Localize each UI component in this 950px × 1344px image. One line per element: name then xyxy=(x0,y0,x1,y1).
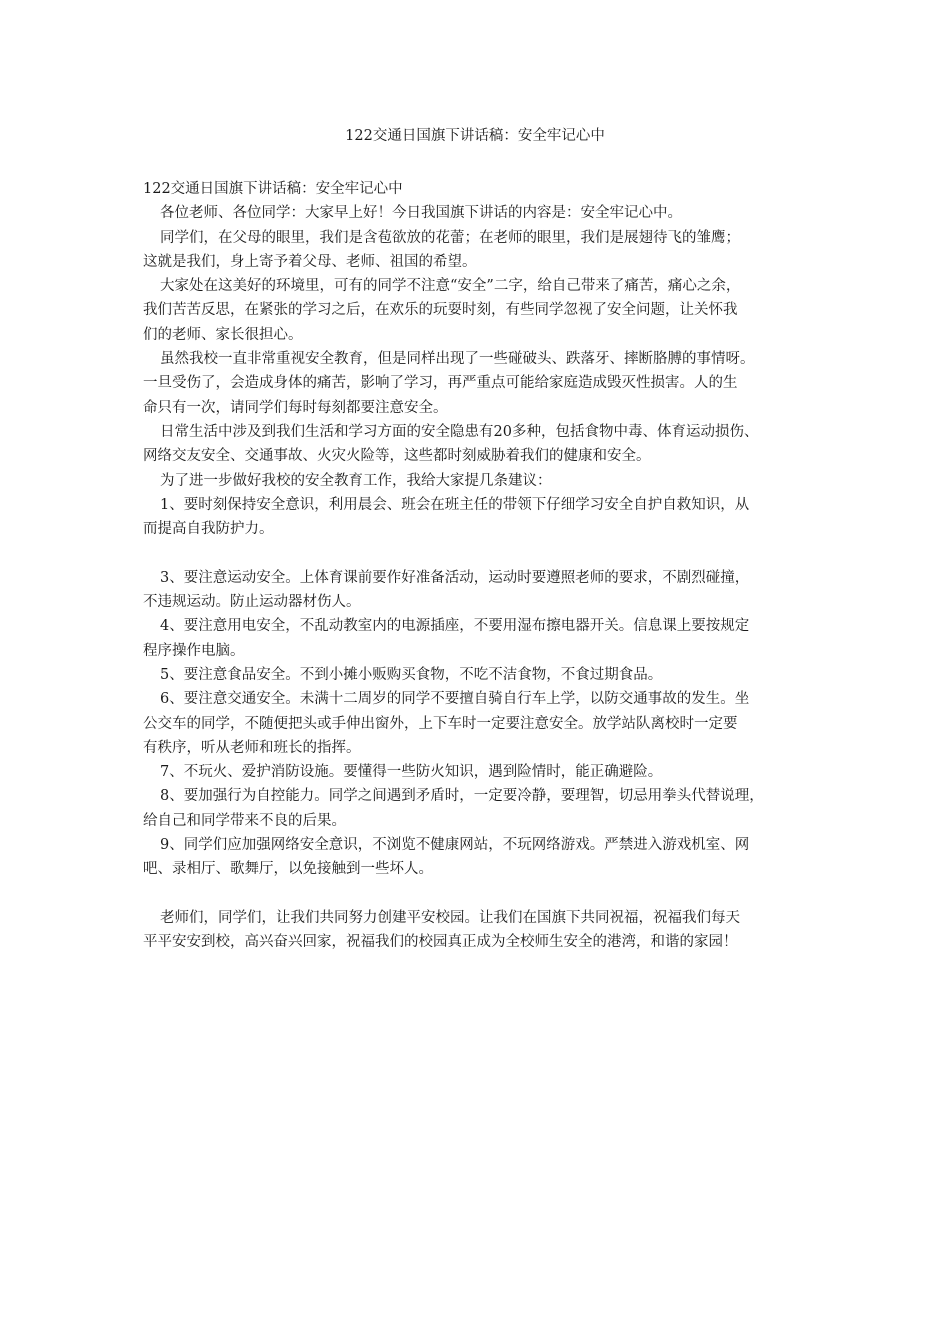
paragraph-line: 平平安安到校，高兴奋兴回家，祝福我们的校园真正成为全校师生安全的港湾，和谐的家园！ xyxy=(143,934,738,951)
paragraph-line: 6、要注意交通安全。未满十二周岁的同学不要擅自骑自行车上学，以防交通事故的发生。坐 xyxy=(160,691,750,708)
paragraph-line: 程序操作电脑。 xyxy=(143,642,245,659)
paragraph-line: 我们苦苦反思，在紧张的学习之后，在欢乐的玩耍时刻，有些同学忽视了安全问题，让关怀我 xyxy=(143,302,738,319)
paragraph-line: 老师们，同学们，让我们共同努力创建平安校园。让我们在国旗下共同祝福，祝福我们每天 xyxy=(160,909,740,926)
paragraph-line: 有秩序，听从老师和班长的指挥。 xyxy=(143,739,361,756)
paragraph-line: 3、要注意运动安全。上体育课前要作好准备活动，运动时要遵照老师的要求，不剧烈碰撞， xyxy=(160,569,750,586)
paragraph-line: 日常生活中涉及到我们生活和学习方面的安全隐患有20多种，包括食物中毒、体育运动损伤、 xyxy=(160,423,759,440)
paragraph-line: 9、同学们应加强网络安全意识，不浏览不健康网站，不玩网络游戏。严禁进入游戏机室、网 xyxy=(160,837,750,854)
paragraph-line: 给自己和同学带来不良的后果。 xyxy=(143,812,346,829)
paragraph-line: 122交通日国旗下讲话稿：安全牢记心中 xyxy=(143,181,403,197)
blank-line xyxy=(143,882,823,906)
paragraph-line: 命只有一次，请同学们每时每刻都要注意安全。 xyxy=(143,399,448,416)
paragraph-line: 5、要注意食品安全。不到小摊小贩购买食物，不吃不洁食物，不食过期食品。 xyxy=(160,666,663,683)
paragraph-line: 为了进一步做好我校的安全教育工作，我给大家提几条建议： xyxy=(160,472,552,489)
document-body xyxy=(143,177,823,955)
paragraph-line: 们的老师、家长很担心。 xyxy=(143,326,303,343)
paragraph-line: 7、不玩火、爱护消防设施。要懂得一些防火知识，遇到险情时，能正确避险。 xyxy=(160,764,663,781)
paragraph-line: 吧、录相厅、歌舞厅，以免接触到一些坏人。 xyxy=(143,861,433,878)
blank-line xyxy=(143,541,823,565)
document-title: 122交通日国旗下讲话稿：安全牢记心中 xyxy=(345,128,605,144)
paragraph-line: 同学们，在父母的眼里，我们是含苞欲放的花蕾；在老师的眼里，我们是展翅待飞的雏鹰； xyxy=(160,229,740,246)
paragraph-line: 各位老师、各位同学：大家早上好！今日我国旗下讲话的内容是：安全牢记心中。 xyxy=(160,205,682,222)
paragraph-line: 1、要时刻保持安全意识，利用晨会、班会在班主任的带领下仔细学习安全自护自救知识，从 xyxy=(160,496,750,513)
paragraph-line: 4、要注意用电安全，不乱动教室内的电源插座，不要用湿布擦电器开关。信息课上要按规定 xyxy=(160,618,750,635)
paragraph-line: 而提高自我防护力。 xyxy=(143,521,274,538)
paragraph-line: 不违规运动。防止运动器材伤人。 xyxy=(143,594,361,611)
paragraph-line: 这就是我们，身上寄予着父母、老师、祖国的希望。 xyxy=(143,253,477,270)
paragraph-line: 公交车的同学，不随便把头或手伸出窗外，上下车时一定要注意安全。放学站队离校时一定要 xyxy=(143,715,738,732)
paragraph-line: 虽然我校一直非常重视安全教育，但是同样出现了一些碰破头、跌落牙、摔断胳膊的事情呀。 xyxy=(160,351,755,368)
paragraph-line: 大家处在这美好的环境里，可有的同学不注意“安全”二字，给自己带来了痛苦，痛心之余， xyxy=(160,278,741,295)
paragraph-line: 一旦受伤了，会造成身体的痛苦，影响了学习，再严重点可能给家庭造成毁灭性损害。人的生 xyxy=(143,375,738,392)
paragraph-line: 网络交友安全、交通事故、火灾火险等，这些都时刻威胁着我们的健康和安全。 xyxy=(143,448,651,465)
paragraph-line: 8、要加强行为自控能力。同学之间遇到矛盾时，一定要冷静，要理智，切忌用拳头代替说理， xyxy=(160,788,764,805)
